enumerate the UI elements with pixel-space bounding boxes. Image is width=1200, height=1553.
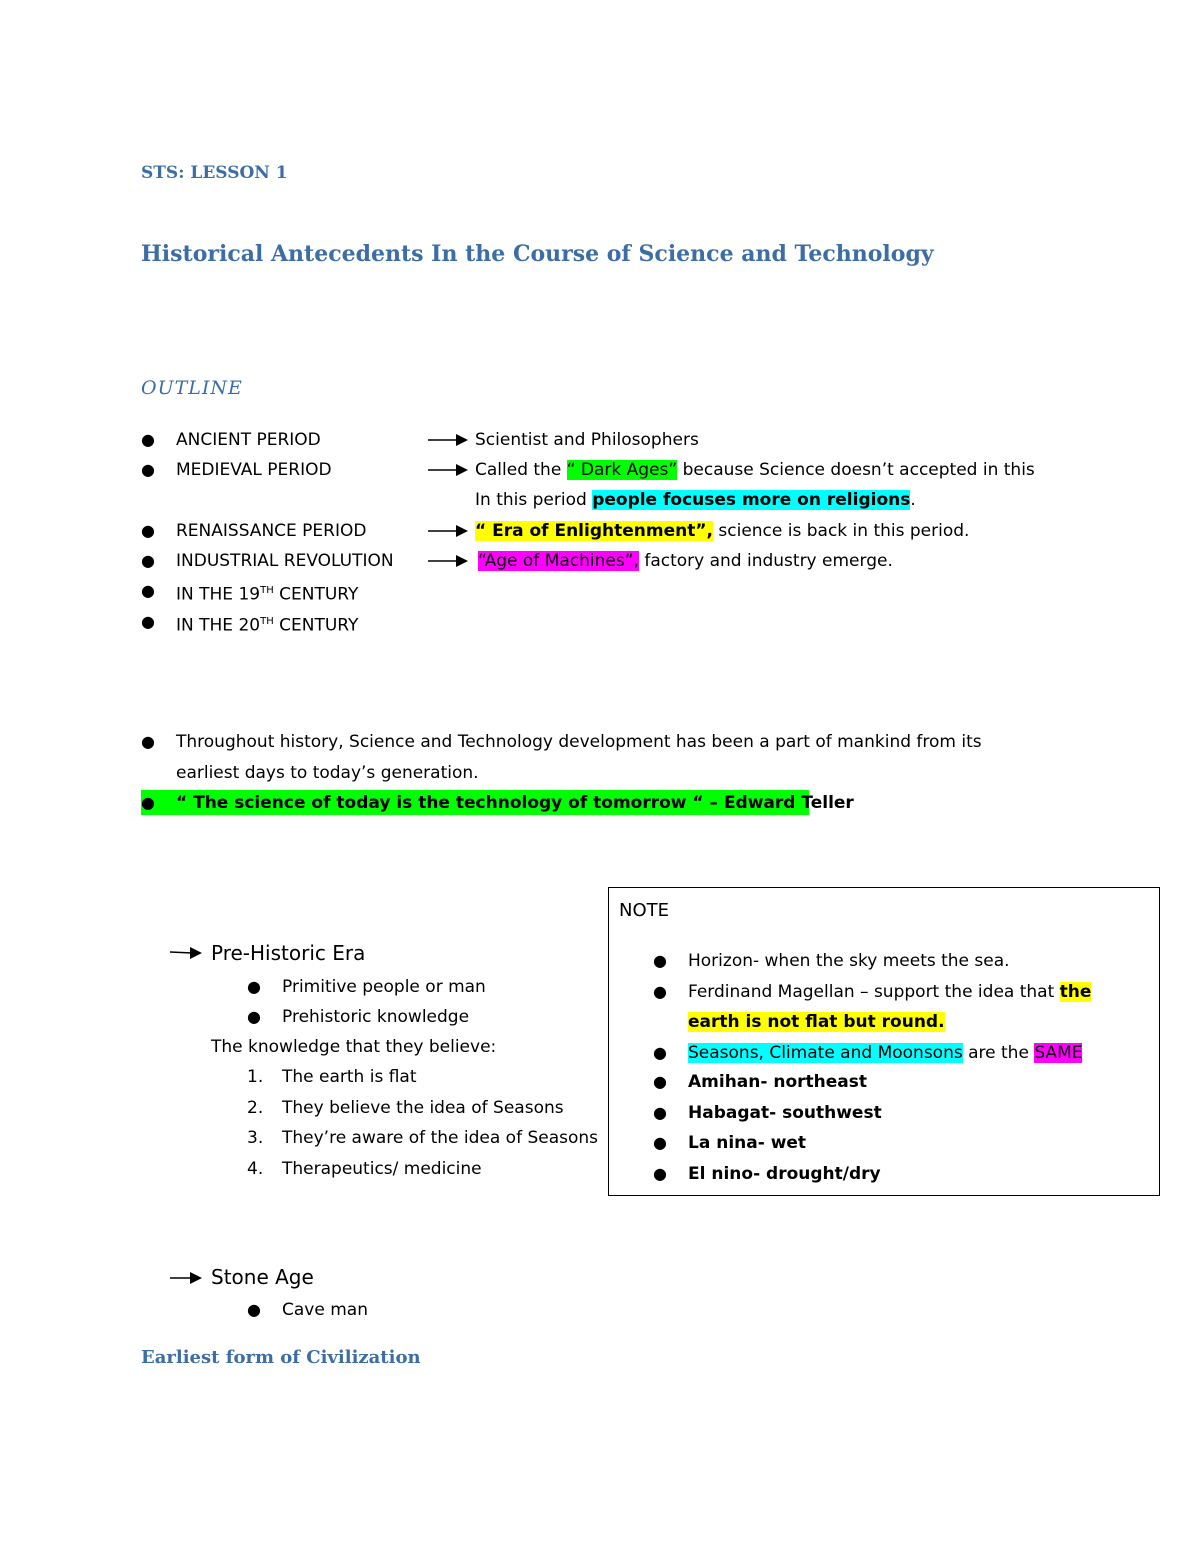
outline-desc-line2 <box>475 490 916 510</box>
period-text: CENTURY <box>279 615 359 636</box>
belief-num: 3. <box>247 1128 264 1148</box>
bullet-dot: ● <box>247 977 261 996</box>
note-habagat: Habagat- southwest <box>688 1103 882 1123</box>
stone-age-bullet: Cave man <box>282 1300 368 1320</box>
bullet-dot: ● <box>141 551 155 570</box>
bullet-dot: ● <box>141 521 155 540</box>
desc-pre: Called the <box>475 460 562 480</box>
history-line2: earliest days to today’s generation. <box>176 763 479 783</box>
period-text: CENTURY <box>279 584 359 605</box>
bullet-dot: ● <box>141 581 155 600</box>
period-sup: TH <box>260 585 274 596</box>
stone-age-heading: Stone Age <box>211 1265 314 1289</box>
note-title: NOTE <box>619 900 670 921</box>
desc-post: science is back in this period. <box>718 521 970 541</box>
bullet-dot: ● <box>141 612 155 631</box>
arrow-right-icon <box>428 524 468 538</box>
highlight-same: SAME <box>1034 1043 1083 1063</box>
arrow-right-icon <box>170 1271 202 1285</box>
belief-num: 1. <box>247 1067 264 1087</box>
belief-text: They’re aware of the idea of Seasons <box>282 1128 599 1148</box>
outline-period: INDUSTRIAL REVOLUTION <box>176 551 394 571</box>
bullet-dot: ● <box>653 1103 667 1122</box>
highlight-dark-ages: “ Dark Ages” <box>566 460 678 480</box>
outline-desc: Scientist and Philosophers <box>475 430 699 450</box>
bullet-dot: ● <box>141 430 155 449</box>
belief-num: 4. <box>247 1159 264 1179</box>
outline-period <box>176 581 358 605</box>
outline-period <box>176 612 358 636</box>
desc-post: . <box>910 490 916 510</box>
belief-num: 2. <box>247 1098 264 1118</box>
page-title: Historical Antecedents In the Course of Science and Technology <box>141 241 934 267</box>
bullet-dot: ● <box>653 1043 667 1062</box>
bullet-dot: ● <box>653 1072 667 1091</box>
belief-label: The knowledge that they believe: <box>211 1037 497 1057</box>
bullet-dot: ● <box>141 460 155 479</box>
belief-text: They believe the idea of Seasons <box>282 1098 564 1118</box>
outline-desc <box>475 521 969 541</box>
arrow-right-icon <box>170 946 202 960</box>
prehistoric-heading: Pre-Historic Era <box>211 941 366 965</box>
note-lanina: La nina- wet <box>688 1133 807 1153</box>
history-line1: Throughout history, Science and Technology development has been a part of mankind from its <box>176 732 982 752</box>
bullet-dot: ● <box>141 793 155 812</box>
prehistoric-bullet: Primitive people or man <box>282 977 486 997</box>
highlight-seasons: Seasons, Climate and Moonsons <box>688 1043 963 1063</box>
prehistoric-bullet: Prehistoric knowledge <box>282 1007 470 1027</box>
outline-desc <box>475 460 1035 480</box>
desc-post: factory and industry emerge. <box>644 551 893 571</box>
highlight-earth-round: earth is not flat but round. <box>688 1012 945 1032</box>
note-magellan <box>688 982 1091 1002</box>
note-horizon: Horizon- when the sky meets the sea. <box>688 951 1010 971</box>
period-text: IN THE 20 <box>176 615 261 636</box>
note-amihan: Amihan- northeast <box>688 1072 867 1092</box>
highlight-religions: people focuses more on religions <box>592 490 911 510</box>
note-elnino: El nino- drought/dry <box>688 1164 881 1184</box>
belief-text: Therapeutics/ medicine <box>282 1159 482 1179</box>
bullet-dot: ● <box>653 951 667 970</box>
outline-desc <box>478 551 893 571</box>
desc-pre: In this period <box>475 490 587 510</box>
period-sup: TH <box>260 616 274 627</box>
arrow-right-icon <box>428 463 468 477</box>
bullet-dot: ● <box>247 1300 261 1319</box>
civilization-heading: Earliest form of Civilization <box>141 1347 421 1368</box>
highlight-machines: “Age of Machines”, <box>478 551 639 571</box>
outline-period: ANCIENT PERIOD <box>176 430 321 450</box>
outline-heading: OUTLINE <box>141 377 243 399</box>
lesson-label: STS: LESSON 1 <box>141 163 288 183</box>
desc-post: because Science doesn’t accepted in this <box>682 460 1035 480</box>
period-text: IN THE 19 <box>176 584 261 605</box>
bullet-dot: ● <box>247 1007 261 1026</box>
highlight-enlightenment: “ Era of Enlightenment”, <box>475 521 713 541</box>
outline-period: MEDIEVAL PERIOD <box>176 460 332 480</box>
bullet-dot: ● <box>653 982 667 1001</box>
highlight-the: the <box>1059 982 1092 1002</box>
arrow-right-icon <box>428 554 468 568</box>
outline-period: RENAISSANCE PERIOD <box>176 521 367 541</box>
bullet-dot: ● <box>141 732 155 751</box>
bullet-dot: ● <box>653 1164 667 1183</box>
note-seasons <box>688 1043 1082 1063</box>
arrow-right-icon <box>428 433 468 447</box>
seasons-text: are the <box>968 1043 1029 1063</box>
belief-text: The earth is flat <box>282 1067 417 1087</box>
edward-teller-quote: “ The science of today is the technology of tomorrow “ – Edward Teller <box>176 793 854 813</box>
magellan-text: Ferdinand Magellan – support the idea that <box>688 982 1055 1002</box>
bullet-dot: ● <box>653 1133 667 1152</box>
